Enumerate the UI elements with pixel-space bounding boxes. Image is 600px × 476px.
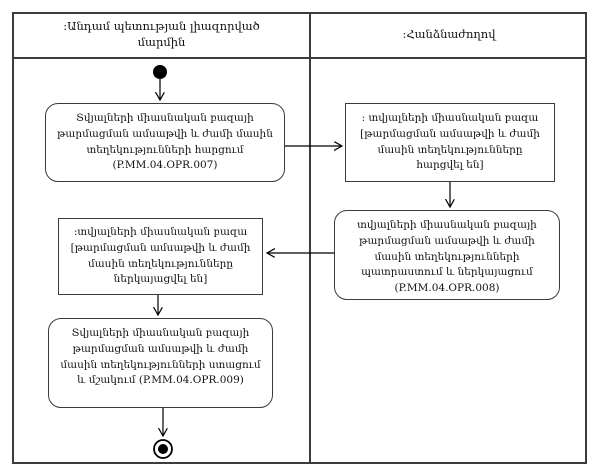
object-unified-database-requested [345, 103, 555, 182]
initial-node [153, 65, 167, 79]
final-node-dot [158, 444, 168, 454]
node-text: Տվյալների միասնական բազայի թարմացման ամսաթվի և ժամի մասին տեղեկությունների ստացում և մշակում (P.MM.04.OPR.009) [60, 327, 261, 387]
lane-title: :Հանձնաժողով [402, 26, 496, 41]
activity-receive-and-process-info [48, 318, 273, 408]
lane-title: :Անդամ պետության լիազորված մարմին [63, 18, 260, 49]
activity-prepare-and-submit-info [334, 210, 560, 300]
object-unified-database-submitted [58, 218, 263, 295]
node-text: :տվյալների միասնական բազա [թարմացման ամսաթվի և ժամի մասին տեղեկությունները ներկայացվել են] [70, 226, 251, 286]
node-text: Տվյալների միասնական բազայի թարմացման ամսաթվի և ժամի մասին տեղեկությունների հարցում (P.MM.04.OPR.007) [57, 112, 273, 172]
node-text: : տվյալների միասնական բազա [թարմացման ամսաթվի և ժամի մասին տեղեկությունները հարցվել են] [360, 112, 540, 172]
activity-request-update-info [45, 103, 285, 182]
node-text: տվյալների միասնական բազայի թարմացման ամսաթվի և ժամի մասին տեղեկությունների պատրաստում և ներկայացում (P.MM.04.OPR.008) [357, 219, 537, 294]
